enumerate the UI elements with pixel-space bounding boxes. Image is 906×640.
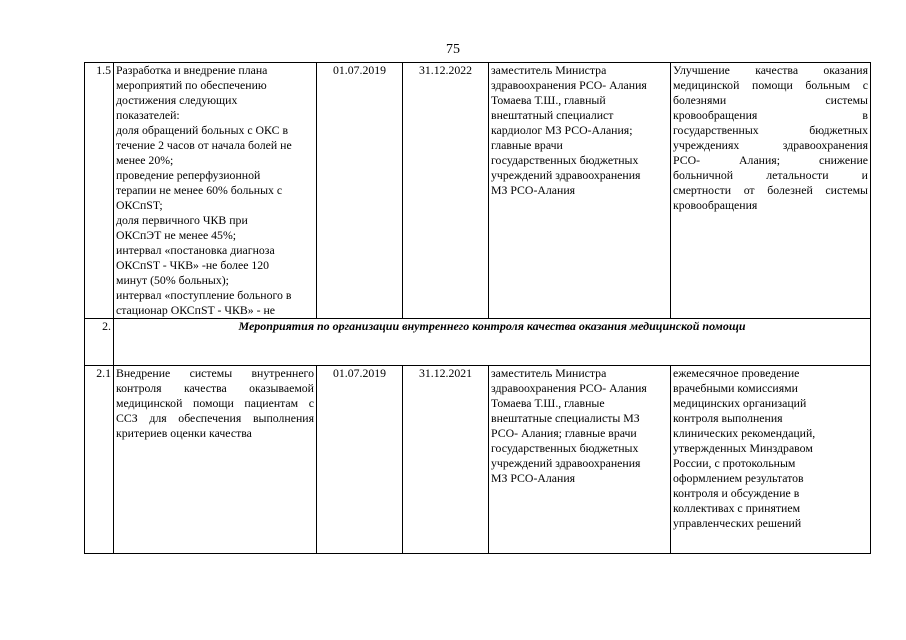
text-line: контроля качества оказываемой (116, 381, 314, 395)
text-line: критериев оценки качества (116, 426, 252, 440)
result-cell (671, 366, 871, 554)
text-line: клинических рекомендаций, (673, 426, 816, 440)
text-line: кардиолог МЗ РСО-Алания; (491, 123, 633, 137)
text-line: минут (50% больных); (116, 273, 229, 287)
text-line: России, с протокольным (673, 456, 796, 470)
text-line: стационар ОКСпST - ЧКВ» - не (116, 303, 276, 317)
end-date: 31.12.2022 (403, 63, 489, 319)
text-line: кровообращения в (673, 108, 868, 122)
text-line: доля первичного ЧКВ при (116, 213, 248, 227)
start-date: 01.07.2019 (317, 63, 403, 319)
text-line: Томаева Т.Ш., главные (491, 396, 605, 410)
text-line: заместитель Министра (491, 63, 607, 77)
table-row-1-5 (85, 63, 871, 319)
text-line: МЗ РСО-Алания (491, 183, 576, 197)
page-number: 75 (446, 42, 460, 57)
text-line: ССЗ для обеспечения выполнения (116, 411, 314, 425)
text-line: кровообращения (673, 198, 758, 212)
text-line: внештатные специалисты МЗ (491, 411, 640, 425)
end-date: 31.12.2021 (403, 366, 489, 554)
text-line: доля обращений больных с ОКС в (116, 123, 289, 137)
text-line: мероприятий по обеспечению (116, 78, 267, 92)
text-line: медицинской помощи больным с (673, 78, 868, 92)
text-line: интервал «поступление больного в (116, 288, 292, 302)
task-cell (114, 366, 317, 554)
text-line: ОКСпST; (116, 198, 163, 212)
text-line: показателей: (116, 108, 180, 122)
text-line: Улучшение качества оказания (673, 63, 868, 77)
text-line: Томаева Т.Ш., главный (491, 93, 606, 107)
text-line: учреждениях здравоохранения (673, 138, 868, 152)
text-line: МЗ РСО-Алания (491, 471, 576, 485)
text-line: Внедрение системы внутреннего (116, 366, 314, 380)
text-line: учреждений здравоохранения (491, 456, 641, 470)
text-line: проведение реперфузионной (116, 168, 261, 182)
text-line: достижения следующих (116, 93, 238, 107)
row-number: 2.1 (85, 366, 114, 554)
text-line: РСО- Алания; снижение (673, 153, 868, 167)
table-row-2-1 (85, 366, 871, 554)
text-line: медицинских организаций (673, 396, 807, 410)
section-number: 2. (85, 319, 114, 366)
responsible-cell (489, 63, 671, 319)
text-line: контроля и обсуждение в (673, 486, 800, 500)
text-line: учреждений здравоохранения (491, 168, 641, 182)
text-line: больничной летальности и (673, 168, 868, 182)
text-line: болезнями системы (673, 93, 868, 107)
text-line: здравоохранения РСО- Алания (491, 381, 647, 395)
text-line: смертности от болезней системы (673, 183, 868, 197)
text-line: оформлением результатов (673, 471, 804, 485)
text-line: медицинской помощи пациентам с (116, 396, 314, 410)
text-line: главные врачи (491, 138, 563, 152)
text-line: менее 20%; (116, 153, 174, 167)
text-line: контроля выполнения (673, 411, 783, 425)
row-number: 1.5 (85, 63, 114, 319)
measures-table (84, 62, 871, 554)
section-title: Мероприятия по организации внутреннего контроля качества оказания медицинской помощи (114, 319, 871, 366)
text-line: заместитель Министра (491, 366, 607, 380)
task-cell (114, 63, 317, 319)
text-line: Разработка и внедрение плана (116, 63, 268, 77)
result-cell (671, 63, 871, 319)
text-line: государственных бюджетных (491, 441, 639, 455)
text-line: ОКСпST - ЧКВ» -не более 120 (116, 258, 270, 272)
responsible-cell (489, 366, 671, 554)
text-line: ежемесячное проведение (673, 366, 800, 380)
text-line: коллективах с принятием (673, 501, 801, 515)
text-line: здравоохранения РСО- Алания (491, 78, 647, 92)
text-line: внештатный специалист (491, 108, 614, 122)
section-row (85, 319, 871, 366)
text-line: интервал «постановка диагноза (116, 243, 275, 257)
start-date: 01.07.2019 (317, 366, 403, 554)
text-line: утвержденных Минздравом (673, 441, 813, 455)
text-line: государственных бюджетных (491, 153, 639, 167)
text-line: терапии не менее 60% больных с (116, 183, 283, 197)
text-line: управленческих решений (673, 516, 802, 530)
text-line: ОКСпЭТ не менее 45%; (116, 228, 237, 242)
text-line: РСО- Алания; главные врачи (491, 426, 637, 440)
text-line: течение 2 часов от начала болей не (116, 138, 292, 152)
text-line: врачебными комиссиями (673, 381, 798, 395)
text-line: государственных бюджетных (673, 123, 868, 137)
